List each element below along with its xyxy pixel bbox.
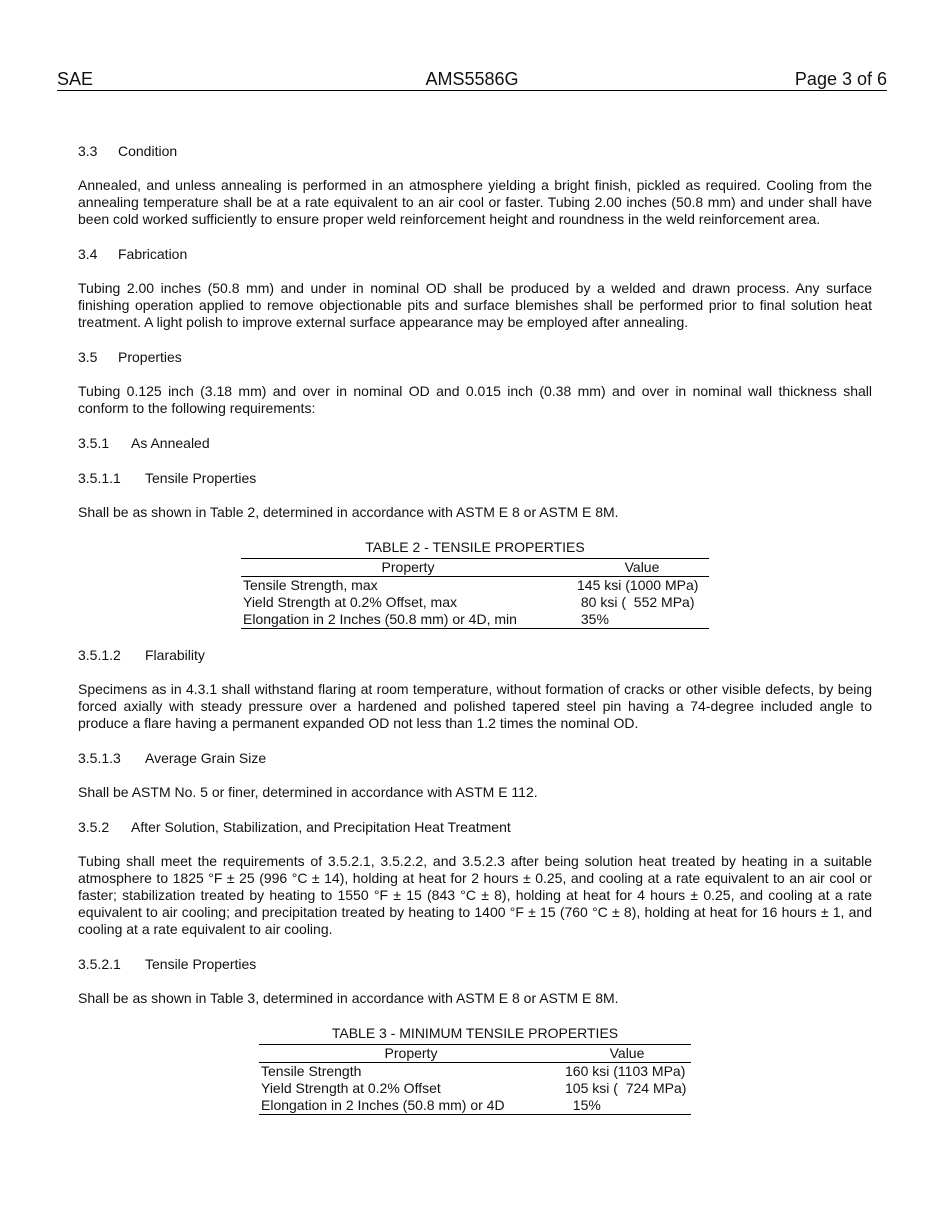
section-paragraph: Shall be as shown in Table 2, determined in accordance with ASTM E 8 or ASTM E 8M.	[78, 504, 619, 520]
section-paragraph: Tubing 0.125 inch (3.18 mm) and over in nominal OD and 0.015 inch (0.38 mm) and over in nominal wall thickness shall conform to the following requirements:	[78, 383, 872, 416]
section-title: After Solution, Stabilization, and Precipitation Heat Treatment	[131, 819, 511, 835]
table-row	[259, 1080, 691, 1097]
section-heading	[78, 245, 872, 263]
tensile-properties-table	[241, 558, 709, 629]
property-cell: Yield Strength at 0.2% Offset	[261, 1080, 441, 1096]
table-row	[241, 611, 709, 629]
table-row	[259, 1063, 691, 1081]
header-doc-number: AMS5586G	[425, 69, 519, 89]
value-cell: 15%	[565, 1097, 601, 1113]
section-title: Flarability	[145, 647, 205, 663]
table-title: TABLE 3 - MINIMUM TENSILE PROPERTIES	[331, 1025, 619, 1041]
section-number: 3.5.2.1	[78, 956, 121, 972]
section-heading	[78, 818, 872, 836]
section-heading	[78, 646, 872, 664]
section-number: 3.4	[78, 246, 98, 262]
section-title: Condition	[118, 143, 178, 159]
section-title: Fabrication	[118, 246, 188, 262]
property-cell: Elongation in 2 Inches (50.8 mm) or 4D, min	[243, 611, 517, 627]
section-number: 3.5.1.1	[78, 470, 121, 486]
section-title: Tensile Properties	[145, 470, 257, 486]
header-page-number: Page 3 of 6	[794, 69, 887, 89]
property-cell: Elongation in 2 Inches (50.8 mm) or 4D	[261, 1097, 505, 1113]
value-cell: 145 ksi (1000 MPa)	[577, 577, 699, 593]
section-title: Average Grain Size	[145, 750, 267, 766]
header-org: SAE	[57, 69, 94, 89]
table-header-row	[241, 559, 709, 577]
section-paragraph: Shall be as shown in Table 3, determined in accordance with ASTM E 8 or ASTM E 8M.	[78, 990, 619, 1006]
section-heading	[78, 142, 872, 160]
section-number: 3.5	[78, 349, 98, 365]
section-title: Tensile Properties	[145, 956, 257, 972]
value-cell: 80 ksi ( 552 MPa)	[577, 594, 695, 610]
section-heading	[78, 469, 872, 487]
section-heading	[78, 434, 872, 452]
table-row	[241, 594, 709, 611]
column-header-property: Property	[259, 1045, 563, 1063]
document-body	[78, 142, 872, 1132]
value-cell: 160 ksi (1103 MPa)	[565, 1063, 686, 1079]
section-number: 3.5.2	[78, 819, 110, 835]
table-3	[259, 1024, 691, 1115]
section-title: As Annealed	[131, 435, 210, 451]
table-row	[259, 1097, 691, 1115]
section-paragraph: Shall be ASTM No. 5 or finer, determined in accordance with ASTM E 112.	[78, 784, 538, 800]
section-number: 3.3	[78, 143, 98, 159]
table-row	[241, 577, 709, 595]
section-title: Properties	[118, 349, 182, 365]
column-header-value: Value	[563, 1045, 691, 1063]
section-paragraph: Annealed, and unless annealing is performed in an atmosphere yielding a bright finish, pickled as required. Cooling from the annealing temperature shall be at a rate equivalent to an air cool or faster. Tubing 2.00 inches (50.8 mm) and under shall have been cold worked sufficiently to ensure proper weld reinforcement height and roundness in the weld reinforcement area.	[78, 177, 872, 227]
section-heading	[78, 348, 872, 366]
section-number: 3.5.1.3	[78, 750, 121, 766]
property-cell: Tensile Strength	[261, 1063, 362, 1079]
section-paragraph: Tubing 2.00 inches (50.8 mm) and under in nominal OD shall be produced by a welded and drawn process. Any surface finishing operation applied to remove objectionable pits and surface blemishes shall be performed prior to final solution heat treatment. A light polish to improve external surface appearance may be employed after annealing.	[78, 280, 872, 330]
table-title: TABLE 2 - TENSILE PROPERTIES	[365, 539, 585, 555]
section-heading	[78, 955, 872, 973]
section-number: 3.5.1.2	[78, 647, 121, 663]
value-cell: 35%	[577, 611, 609, 627]
minimum-tensile-properties-table	[259, 1044, 691, 1115]
property-cell: Yield Strength at 0.2% Offset, max	[243, 594, 457, 610]
section-heading	[78, 749, 872, 767]
column-header-property: Property	[241, 559, 575, 577]
property-cell: Tensile Strength, max	[243, 577, 378, 593]
table-2	[241, 538, 709, 629]
section-paragraph: Specimens as in 4.3.1 shall withstand flaring at room temperature, without formation of cracks or other visible defects, by being forced axially with steady pressure over a hardened and polished tapered steel pin having a 74-degree included angle to produce a flare having a permanent expanded OD not less than 1.2 times the nominal OD.	[78, 681, 872, 731]
column-header-value: Value	[575, 559, 709, 577]
value-cell: 105 ksi ( 724 MPa)	[565, 1080, 687, 1096]
section-paragraph: Tubing shall meet the requirements of 3.5.2.1, 3.5.2.2, and 3.5.2.3 after being solution heat treated by heating in a suitable atmosphere to 1825 °F ± 25 (996 °C ± 14), holding at heat for 2 hours ± 0.25, and cooling at a rate equivalent to an air cool or faster; stabilization treated by heating to 1550 °F ± 15 (843 °C ± 8), holding at heat for 4 hours ± 0.25, and cooling at a rate equivalent to air cooling; and precipitation treated by heating to 1400 °F ± 15 (760 °C ± 8), holding at heat for 16 hours ± 1, and cooling at a rate equivalent to air cooling.	[78, 853, 872, 937]
page-header	[57, 68, 887, 91]
table-header-row	[259, 1045, 691, 1063]
section-number: 3.5.1	[78, 435, 110, 451]
